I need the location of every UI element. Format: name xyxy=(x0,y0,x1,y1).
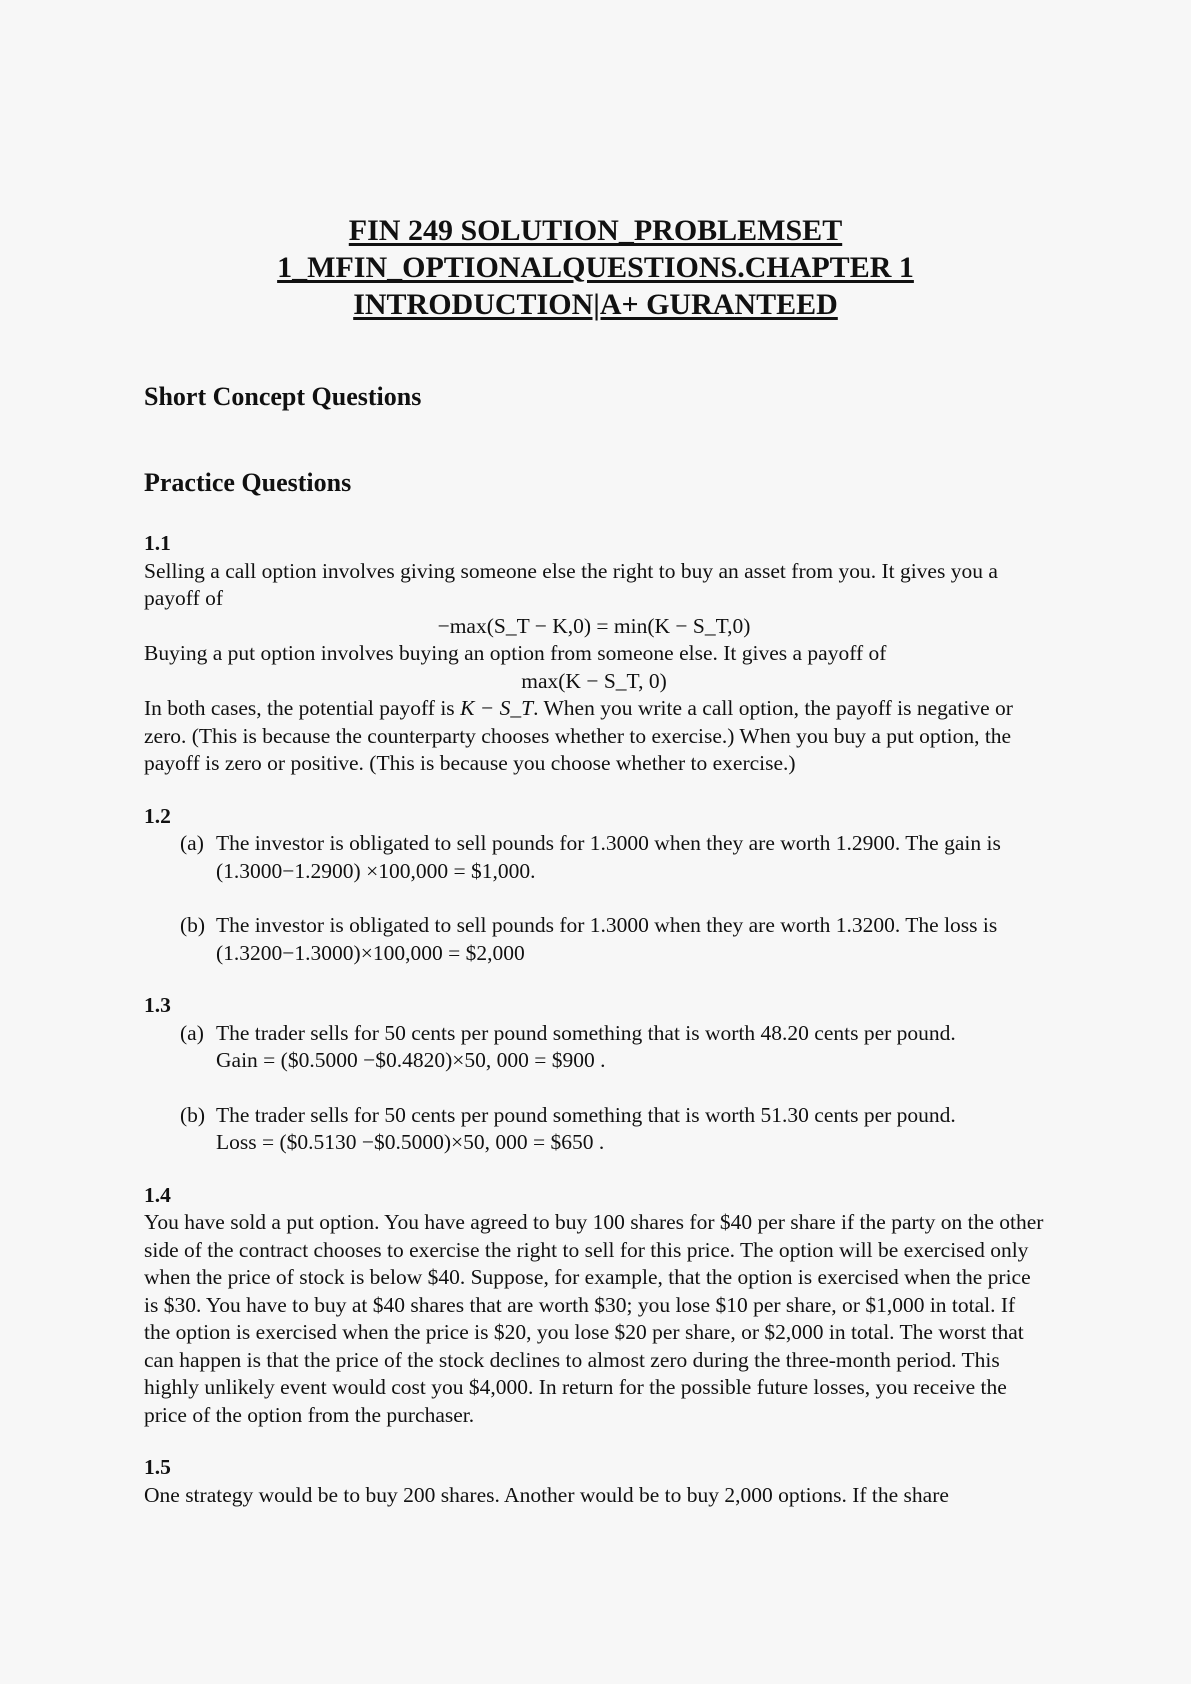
formula-call-payoff: −max(S_T − K,0) = min(K − S_T,0) xyxy=(437,613,751,638)
paragraph: Selling a call option involves giving someone else the right to buy an asset from you. It gives you a payoff of xyxy=(144,558,998,610)
paragraph: You have sold a put option. You have agreed to buy 100 shares for $40 per share if the party on the other side of the contract chooses to exercise the right to sell for this price. The option will be exercised only when the price of stock is below $40. Suppose, for example, that the option is exercised when the price is $30. You have to buy at $40 shares that are worth $30; you lose $10 per share, or $1,000 in total. If the option is exercised when the price is $20, you lose $20 per share, or $2,000 in total. The worst that can happen is that the price of the stock declines to almost zero during the three-month period. This highly unlikely event would cost you $4,000. In return for the possible future losses, you receive the price of the option from the purchaser. xyxy=(144,1210,1044,1427)
paragraph-text: . When you write a call option, the payoff is negative or zero. (This is because the counterparty chooses whether to exercise.) When you buy a put option, the payoff is zero or positive. (This is because you choose whether to exercise.) xyxy=(144,696,1013,775)
title-line-3: INTRODUCTION|A+ GURANTEED xyxy=(353,288,838,321)
item-text: The investor is obligated to sell pounds for 1.3000 when they are worth 1.3200. The loss is (1.3200−1.3000)×100,000 = $2,000 xyxy=(216,913,998,965)
paragraph: One strategy would be to buy 200 shares. Another would be to buy 2,000 options. If the share xyxy=(144,1482,949,1507)
question-number: 1.1 xyxy=(144,531,171,555)
item-text: The trader sells for 50 cents per pound something that is worth 48.20 cents per pound. xyxy=(216,1020,956,1045)
formula-put-payoff: max(K − S_T, 0) xyxy=(521,668,667,693)
gain-calculation: Gain = ($0.5000 −$0.4820)×50, 000 = $900 . xyxy=(216,1048,606,1072)
document-title xyxy=(0,212,1191,323)
item-label: (a) xyxy=(180,1020,204,1045)
item-label: (b) xyxy=(180,913,206,937)
item-text: The investor is obligated to sell pounds for 1.3000 when they are worth 1.2900. The gain is (1.3000−1.2900) ×100,000 = $1,000. xyxy=(216,831,1001,883)
question-number: 1.3 xyxy=(144,993,171,1017)
payoff-expression: K − S_T xyxy=(460,696,534,720)
answer-item-a xyxy=(180,1020,1044,1075)
answer-item-b xyxy=(180,912,1044,967)
heading-short-concept: Short Concept Questions xyxy=(144,382,422,411)
questions-content xyxy=(144,530,1044,1534)
item-label: (b) xyxy=(180,1102,206,1127)
paragraph-text: In both cases, the potential payoff is xyxy=(144,696,455,720)
paragraph: Buying a put option involves buying an option from someone else. It gives a payoff of xyxy=(144,641,887,665)
title-line-2: 1_MFIN_OPTIONALQUESTIONS.CHAPTER 1 xyxy=(277,251,914,284)
question-number: 1.4 xyxy=(144,1182,171,1207)
item-label: (a) xyxy=(180,831,204,855)
paragraph xyxy=(144,695,1044,778)
title-line-1: FIN 249 SOLUTION_PROBLEMSET xyxy=(348,214,843,247)
question-1-4 xyxy=(144,1182,1044,1430)
question-1-1 xyxy=(144,530,1044,778)
loss-calculation: Loss = ($0.5130 −$0.5000)×50, 000 = $650 . xyxy=(216,1130,605,1154)
question-number: 1.2 xyxy=(144,803,171,828)
item-text: The trader sells for 50 cents per pound something that is worth 51.30 cents per pound. xyxy=(216,1102,956,1127)
question-1-2 xyxy=(144,803,1044,968)
answer-item-a xyxy=(180,830,1044,885)
heading-practice: Practice Questions xyxy=(144,468,352,497)
answer-item-b xyxy=(180,1102,1044,1157)
question-number: 1.5 xyxy=(144,1455,171,1479)
question-1-5 xyxy=(144,1454,1044,1509)
question-1-3 xyxy=(144,992,1044,1157)
